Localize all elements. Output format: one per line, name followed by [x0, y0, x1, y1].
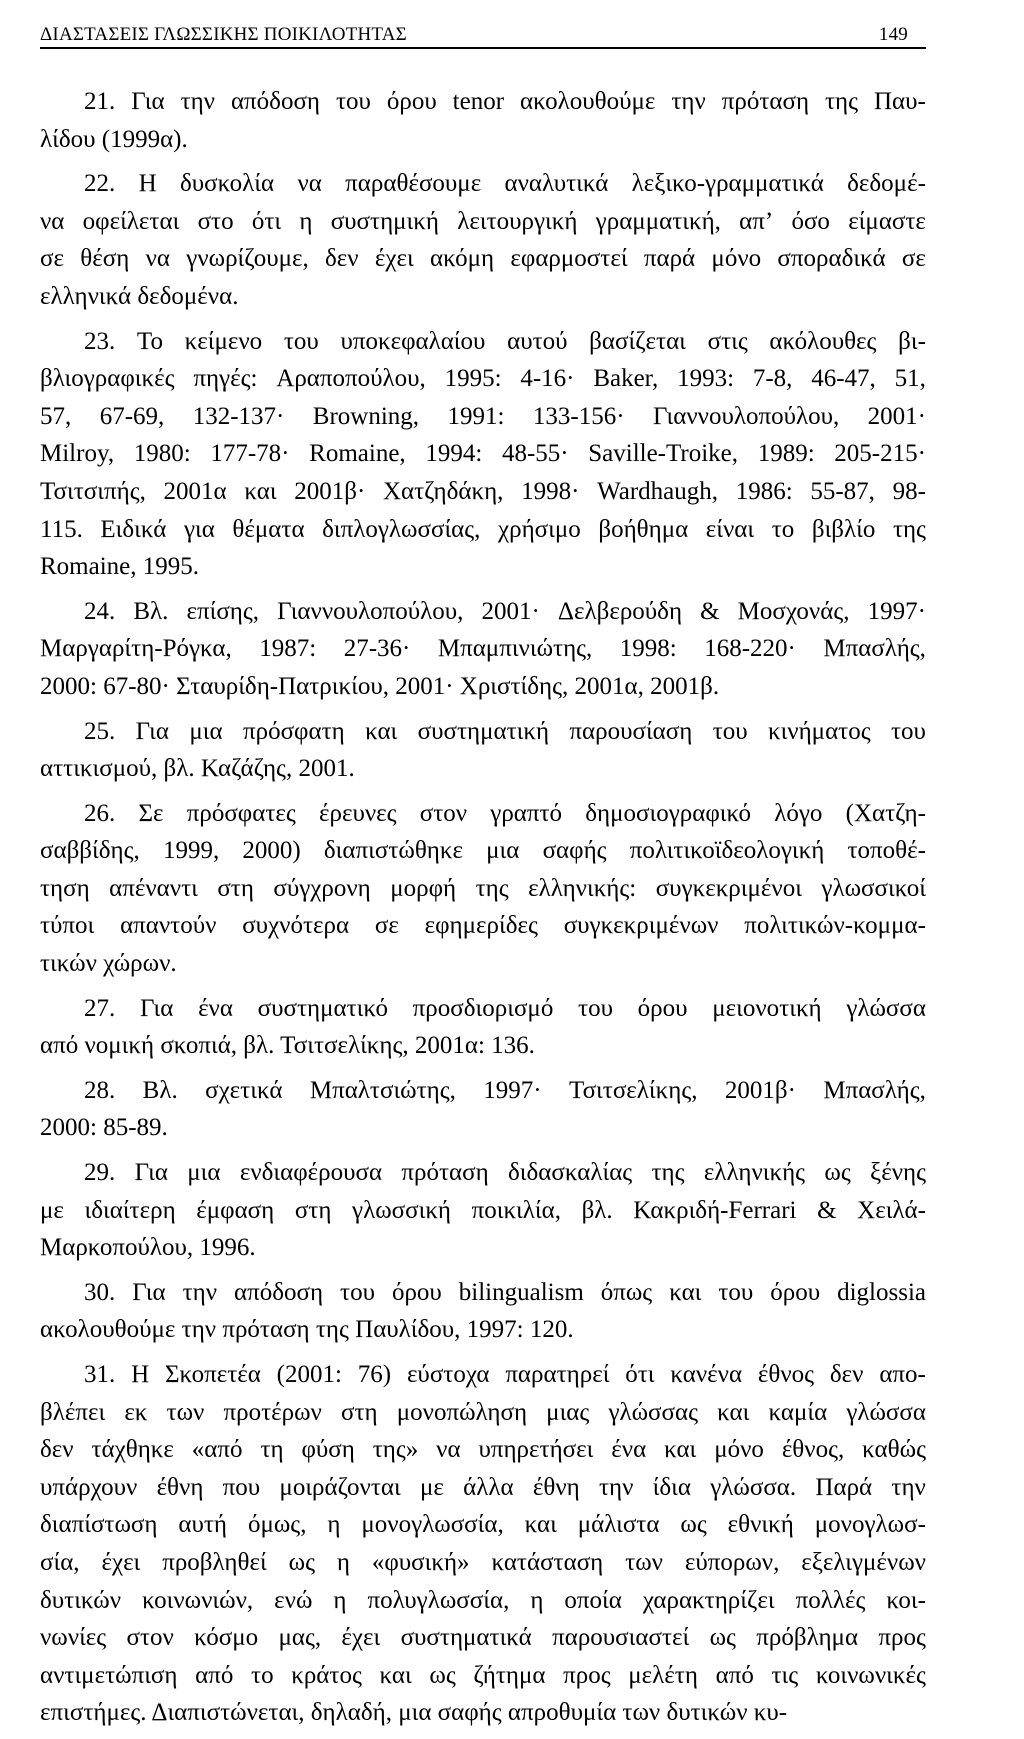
endnote-line: δυτικών κοινωνιών, ενώ η πολυγλωσσία, η οποία χαρακτηρίζει πολλές κοι-	[40, 1586, 926, 1614]
endnote	[40, 323, 926, 586]
endnote-line: δεν τάχθηκε «από τη φύση της» να υπηρετήσει ένα και μόνο έθνος, καθώς	[40, 1436, 926, 1464]
endnote-line: 115. Ειδικά για θέματα διπλογλωσσίας, χρήσιμο βοήθημα είναι το βιβλίο της	[40, 515, 926, 543]
endnote	[40, 593, 926, 706]
endnote-line: 57, 67-69, 132-137· Browning, 1991: 133-156· Γιαννουλοπούλου, 2001·	[40, 402, 926, 430]
endnote-line: υπάρχουν έθνη που μοιράζονται με άλλα έθνη την ίδια γλώσσα. Παρά την	[40, 1473, 926, 1501]
endnote-line: τύποι απαντούν συχνότερα σε εφημερίδες συγκεκριμένων πολιτικών-κομμα-	[40, 912, 926, 940]
endnote-line: βλέπει εκ των προτέρων στη μονοπώληση μιας γλώσσας και καμία γλώσσα	[40, 1398, 926, 1426]
book-page	[40, 24, 926, 1739]
endnote-line: επιστήμες. Διαπιστώνεται, δηλαδή, μια σαφής απροθυμία των δυτικών κυ-	[40, 1699, 788, 1727]
endnote-line: νωνίες στον κόσμο μας, έχει συστηματικά παρουσιαστεί ως πρόβλημα προς	[40, 1624, 926, 1652]
page-number: 149	[878, 24, 908, 45]
endnote-line: 27. Για ένα συστηματικό προσδιορισμό του όρου μειονοτική γλώσσα	[84, 994, 926, 1022]
endnote-line: 31. Η Σκοπετέα (2001: 76) εύστοχα παρατηρεί ότι κανένα έθνος δεν απο-	[84, 1361, 926, 1388]
endnote-line: λίδου (1999α).	[40, 125, 188, 153]
endnote-line: 29. Για μια ενδιαφέρουσα πρόταση διδασκαλίας της ελληνικής ως ξένης	[84, 1159, 926, 1187]
endnotes	[40, 83, 926, 1739]
endnote-line: 23. Το κείμενο του υποκεφαλαίου αυτού βασίζεται στις ακόλουθες βι-	[84, 327, 926, 355]
running-head	[40, 24, 926, 49]
endnote-line: Μαρκοπούλου, 1996.	[40, 1234, 256, 1262]
endnote-line: 24. Βλ. επίσης, Γιαννουλοπούλου, 2001· Δελβερούδη & Μοσχονάς, 1997·	[84, 597, 926, 625]
endnote-line: Μαργαρίτη-Ρόγκα, 1987: 27-36· Μπαμπινιώτης, 1998: 168-220· Μπασλής,	[40, 635, 926, 663]
endnote-line: Milroy, 1980: 177-78· Romaine, 1994: 48-55· Saville-Troike, 1989: 205-215·	[40, 440, 926, 468]
endnote	[40, 1356, 926, 1732]
endnote-line: βλιογραφικές πηγές: Αραποπούλου, 1995: 4-16· Baker, 1993: 7-8, 46-47, 51,	[40, 365, 926, 393]
endnote-line: 22. Η δυσκολία να παραθέσουμε αναλυτικά λεξικο-γραμματικά δεδομέ-	[84, 170, 926, 198]
endnote-line: Romaine, 1995.	[40, 553, 200, 581]
endnote-line: 2000: 85-89.	[40, 1114, 168, 1142]
endnote	[40, 1154, 926, 1267]
endnote-line: τικών χώρων.	[40, 950, 177, 978]
endnote	[40, 990, 926, 1065]
endnote-line: Τσιτσιπής, 2001α και 2001β· Χατζηδάκη, 1998· Wardhaugh, 1986: 55-87, 98-	[40, 477, 926, 505]
endnote-line: 26. Σε πρόσφατες έρευνες στον γραπτό δημοσιογραφικό λόγο (Χατζη-	[84, 799, 926, 827]
endnote-line: σε θέση να γνωρίζουμε, δεν έχει ακόμη εφαρμοστεί παρά μόνο σποραδικά σε	[40, 245, 926, 273]
endnote	[40, 1274, 926, 1349]
endnote-line: αττικισμού, βλ. Καζάζης, 2001.	[40, 755, 355, 783]
endnote-line: σαββίδης, 1999, 2000) διαπιστώθηκε μια σαφής πολιτικοϊδεολογική τοποθέ-	[40, 837, 926, 865]
endnote-line: τηση απέναντι στη σύγχρονη μορφή της ελληνικής: συγκεκριμένοι γλωσσικοί	[40, 874, 926, 902]
endnote-line: να οφείλεται στο ότι η συστημική λειτουργική γραμματική, απ’ όσο είμαστε	[40, 207, 926, 235]
endnote	[40, 165, 926, 315]
endnote-line: διαπίστωση αυτή όμως, η μονογλωσσία, και μάλιστα ως εθνική μονογλωσ-	[40, 1511, 926, 1539]
endnote-line: αντιμετώπιση από το κράτος και ως ζήτημα προς μελέτη από τις κοινωνικές	[40, 1661, 926, 1689]
endnote	[40, 795, 926, 983]
endnote	[40, 83, 926, 158]
endnote-line: σία, έχει προβληθεί ως η «φυσική» κατάσταση των εύπορων, εξελιγμένων	[40, 1548, 926, 1576]
running-head-title: ΔΙΑΣΤΑΣΕΙΣ ΓΛΩΣΣΙΚΗΣ ΠΟΙΚΙΛΟΤΗΤΑΣ	[40, 24, 407, 45]
endnote-line: 21. Για την απόδοση του όρου tenor ακολουθούμε την πρόταση της Παυ-	[84, 88, 926, 115]
endnote-line: 28. Βλ. σχετικά Μπαλτσιώτης, 1997· Τσιτσελίκης, 2001β· Μπασλής,	[84, 1076, 926, 1104]
endnote-line: ελληνικά δεδομένα.	[40, 282, 239, 310]
endnote	[40, 1072, 926, 1147]
endnote-line: 30. Για την απόδοση του όρου bilingualism όπως και του όρου diglossia	[84, 1278, 926, 1306]
endnote-line: 2000: 67-80· Σταυρίδη-Πατρικίου, 2001· Χριστίδης, 2001α, 2001β.	[40, 672, 720, 700]
endnote-line: ακολουθούμε την πρόταση της Παυλίδου, 1997: 120.	[40, 1316, 574, 1344]
endnote-line: 25. Για μια πρόσφατη και συστηματική παρουσίαση του κινήματος του	[84, 717, 926, 745]
endnote-line: από νομική σκοπιά, βλ. Τσιτσελίκης, 2001α: 136.	[40, 1032, 535, 1060]
endnote	[40, 713, 926, 788]
endnote-line: με ιδιαίτερη έμφαση στη γλωσσική ποικιλία, βλ. Κακριδή-Ferrari & Χειλά-	[40, 1196, 926, 1224]
